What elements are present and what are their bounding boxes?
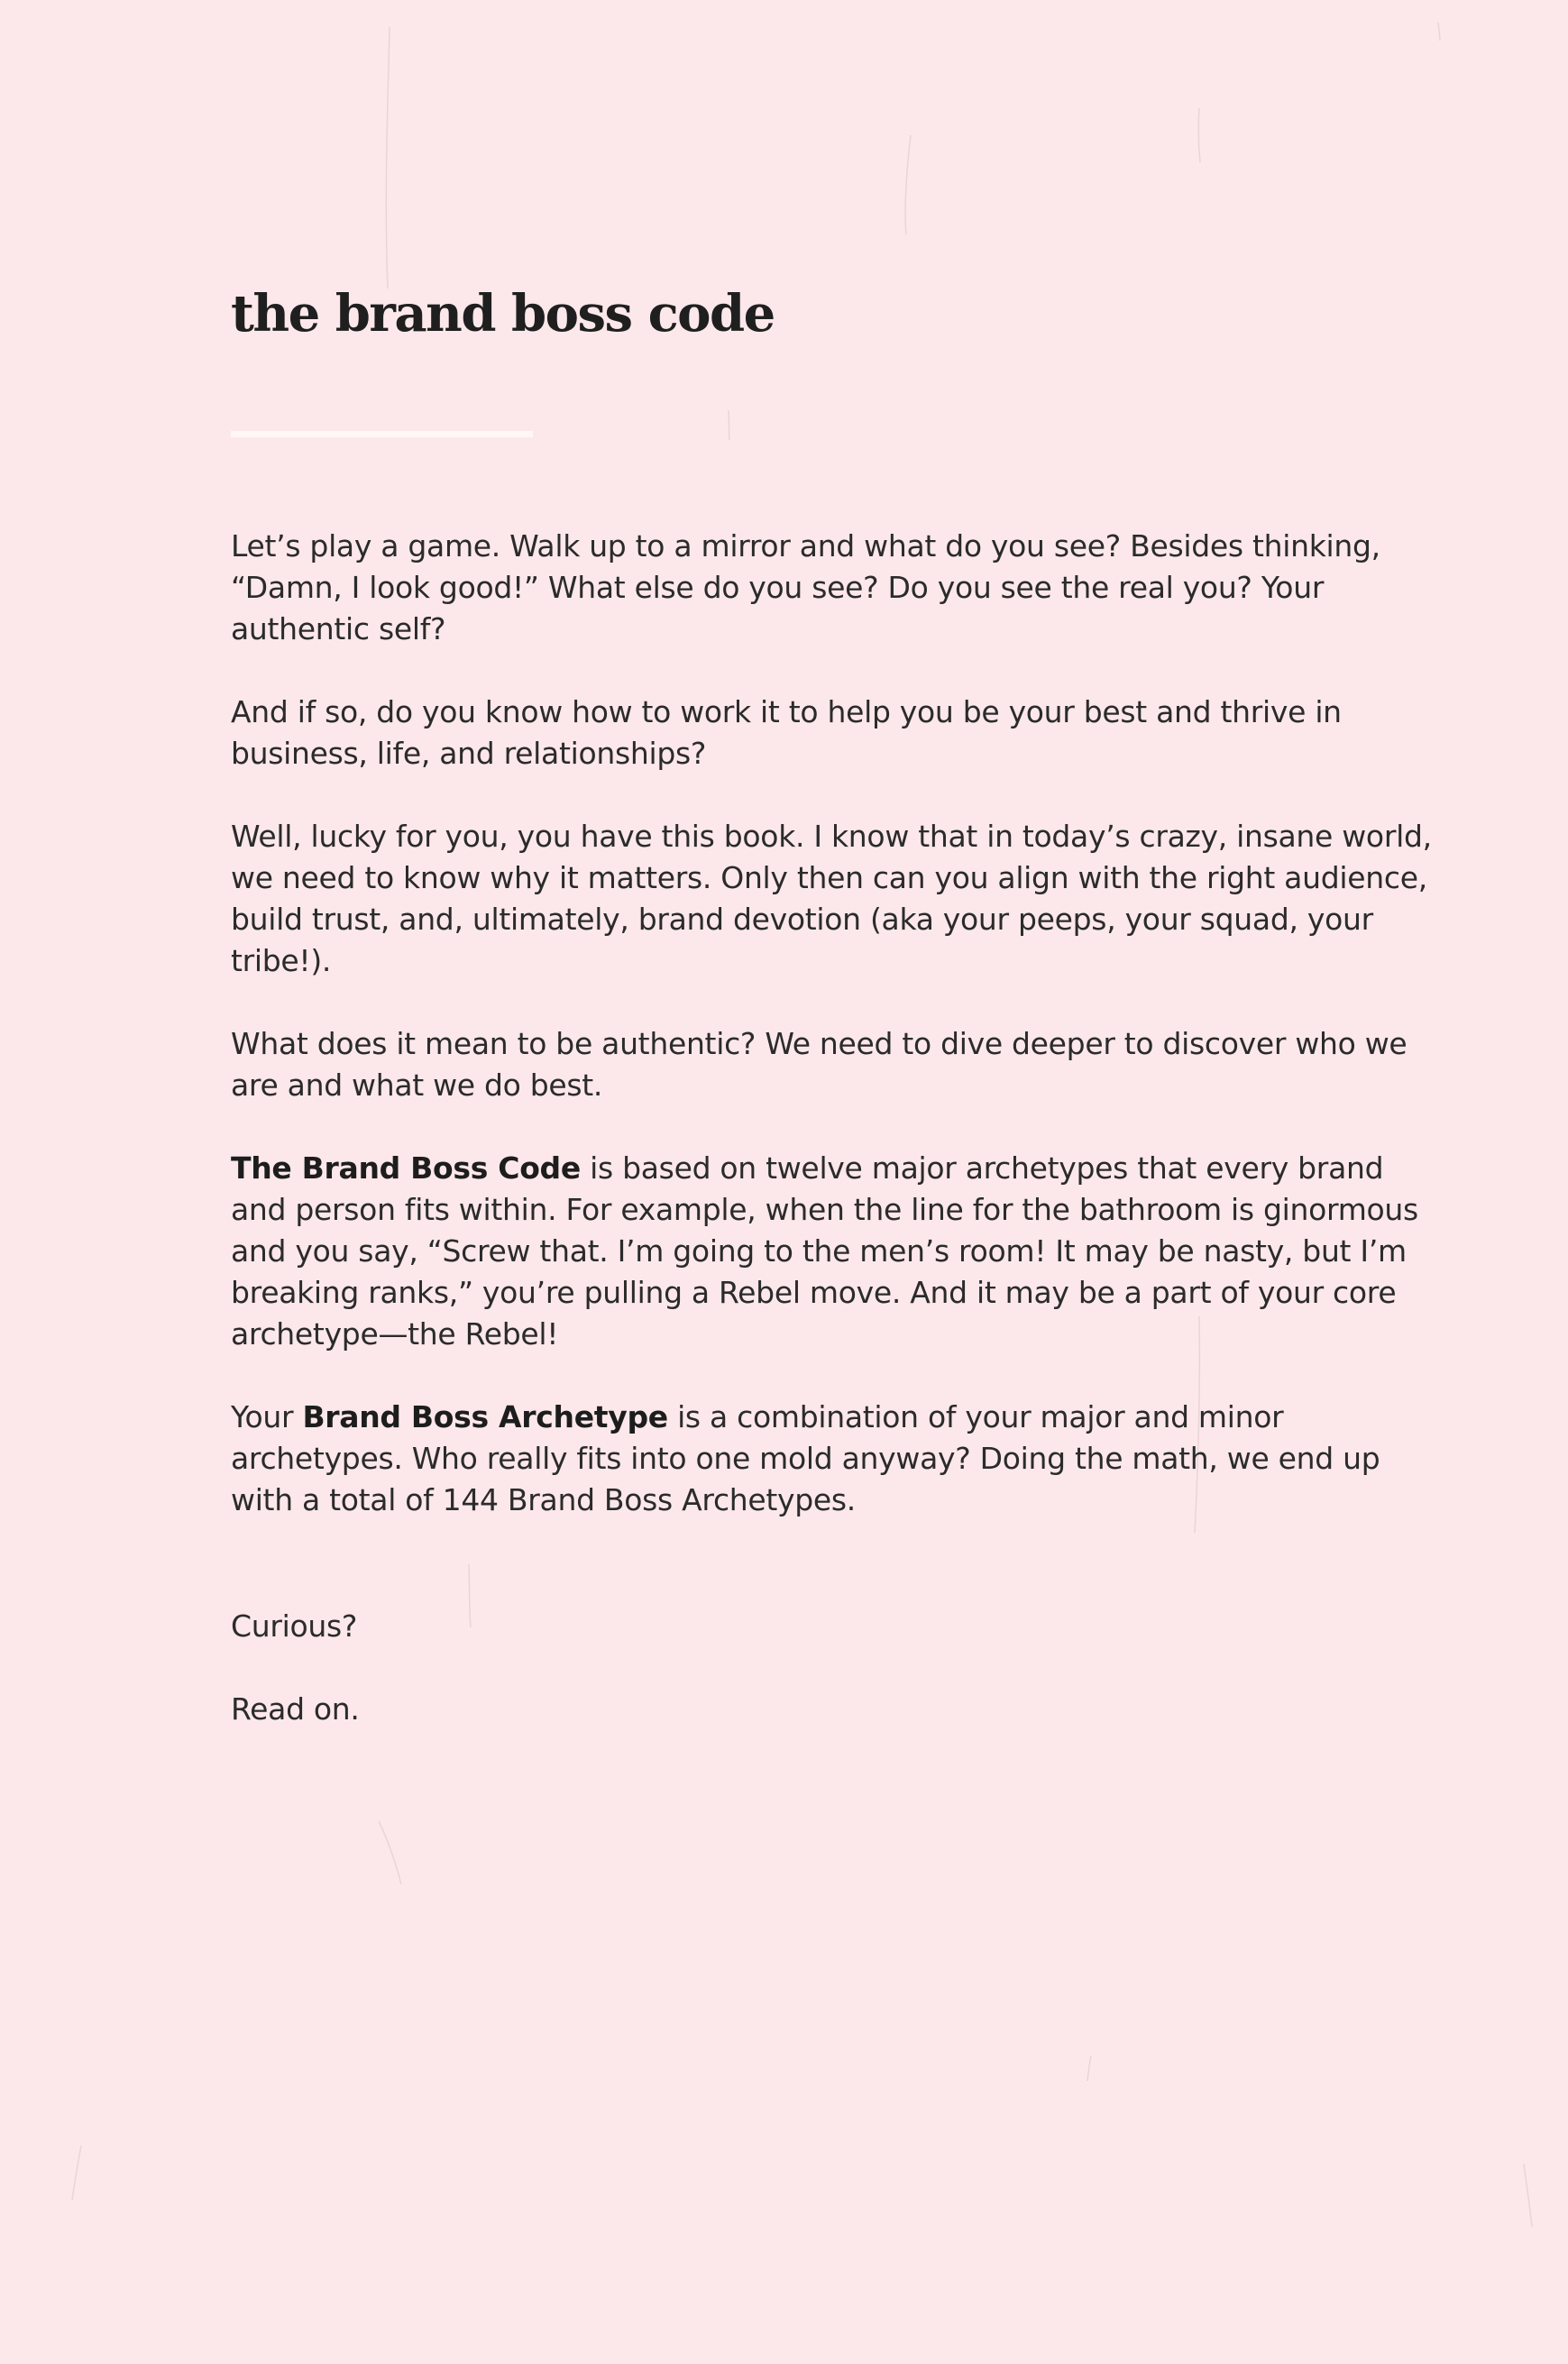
paragraph-7: Curious? (231, 1608, 358, 1644)
paragraph-2: And if so, do you know how to work it to help you be your best and thrive in business, life, and relationships? (231, 694, 1342, 771)
paragraph-5 (231, 1148, 1439, 1355)
paragraph-5-text: is based on twelve major archetypes that every brand and person fits within. For example, when the line for the bathroom is ginormous and you say, “Screw that. I’m going to the men’s room! It may be nasty, but I’m breaking ranks,” you’re pulling a Rebel move. And it may be a part of your core archetype—the Rebel! (231, 1150, 1418, 1352)
paragraph-6 (231, 1397, 1439, 1521)
title-divider (231, 431, 533, 437)
body-text (231, 526, 1439, 1772)
page-title: the brand boss code (231, 284, 775, 344)
paragraph-8: Read on. (231, 1691, 360, 1727)
brand-boss-code-term: The Brand Boss Code (231, 1150, 581, 1186)
paragraph-3: Well, lucky for you, you have this book. I know that in today’s crazy, insane world, we need to know why it matters. Only then can you align with the right audience, build trust, and, ultimately, brand devotion (aka your peeps, your squad, your tribe!). (231, 819, 1432, 978)
paragraph-4: What does it mean to be authentic? We need to dive deeper to discover who we are and what we do best. (231, 1026, 1408, 1103)
brand-boss-archetype-term: Brand Boss Archetype (302, 1399, 668, 1434)
paragraph-6-text: is a combination of your major and minor archetypes. Who really fits into one mold anyway? Doing the math, we end up with a total of 144 Brand Boss Archetypes. (231, 1399, 1380, 1517)
paragraph-6-lead: Your (231, 1399, 303, 1434)
paragraph-1: Let’s play a game. Walk up to a mirror and what do you see? Besides thinking, “Damn, I look good!” What else do you see? Do you see the real you? Your authentic self? (231, 528, 1380, 646)
